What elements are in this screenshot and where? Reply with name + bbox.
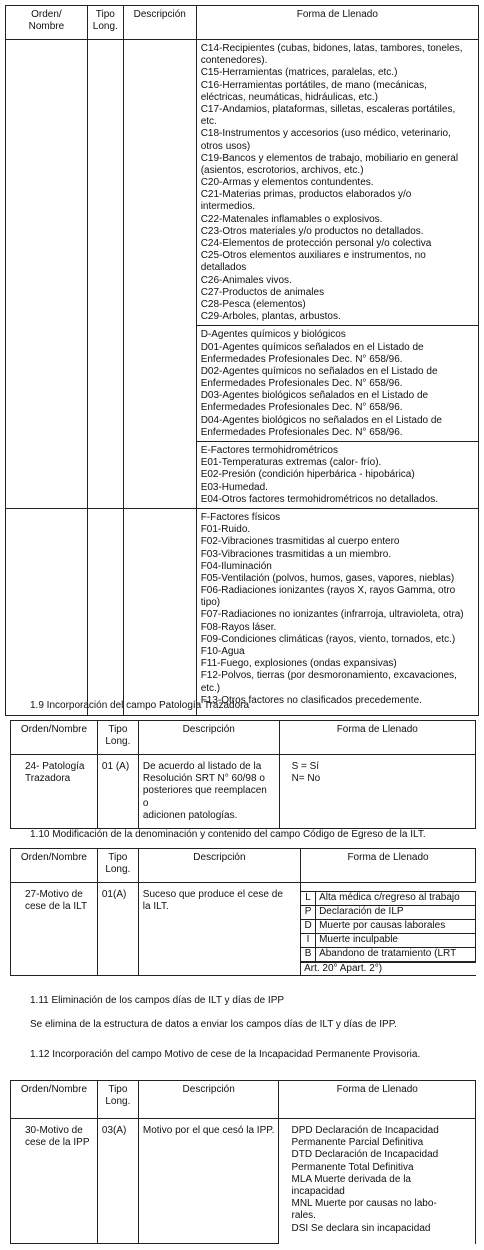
table-header-row	[11, 721, 476, 755]
code-line: C22-Matenales inflamables o explosivos.	[200, 213, 383, 225]
section-title-1-11: 1.11 Eliminación de los campos días de ILT y días de IPP	[30, 995, 285, 1006]
code-line: C17-Andamios, plataformas, silletas, escaleras portátiles,	[200, 103, 456, 115]
code-value: Abandono de tratamiento (LRT	[316, 948, 475, 962]
motivo-ipp-table	[10, 1080, 476, 1244]
col-tipo-long: Tipo Long.	[97, 1081, 138, 1119]
col-forma-llenado: Forma de Llenado	[279, 1081, 476, 1119]
field-description: De acuerdo al listado de la Resolución SRT N° 60/98 o posteriores que reemplacen o adicionen patologías.	[138, 755, 279, 829]
code-line: Enfermedades Profesionales Dec. N° 658/96.	[200, 378, 403, 390]
code-line: eléctricas, neumáticas, hidráulicas, etc.)	[200, 91, 378, 103]
code-line: C15-Herramientas (matrices, paralelas, etc.)	[200, 67, 398, 79]
field-description: Suceso que produce el cese de la ILT.	[138, 883, 300, 976]
code-line: D01-Agentes químicos señalados en el Listado de	[200, 341, 424, 353]
code-line: E02-Presión (condición hiperbárica - hipobárica)	[200, 469, 415, 481]
code-line: C19-Bancos y elementos de trabajo, mobiliario en general	[200, 152, 459, 164]
code-line: C18-Instrumentos y accesorios (uso médico, veterinario,	[200, 128, 451, 140]
col-descripcion: Descripción	[123, 6, 196, 40]
field-type: 03(A)	[97, 1119, 138, 1244]
field-fill: S = Sí N= No	[279, 755, 475, 829]
code-line: F07-Radiaciones no ionizantes (infrarroja, ultravioleta, otra)	[200, 609, 464, 621]
code-line: F04-Iluminación	[200, 560, 272, 572]
code-line: F01-Ruido.	[200, 524, 251, 536]
table-header-row	[11, 1081, 476, 1119]
code-line: Enfermedades Profesionales Dec. N° 658/96.	[200, 402, 403, 414]
code-line: etc.	[200, 116, 217, 128]
code-line: otros usos)	[200, 140, 251, 152]
code-line: detallados	[200, 262, 247, 274]
empty-cell	[87, 40, 123, 509]
code-line: C25-Otros elementos auxiliares e instrumentos, no	[200, 250, 426, 262]
code-line: C29-Arboles, plantas, arbustos.	[200, 311, 341, 323]
agents-table	[5, 5, 479, 716]
code-line: C24-Elementos de protección personal y/o colectiva	[200, 238, 432, 249]
code-line: F02-Vibraciones trasmitidas al cuerpo entero	[200, 536, 400, 548]
group-f-codes	[196, 508, 478, 715]
egreso-codes-table	[301, 891, 475, 962]
code-line: E03-Humedad.	[200, 481, 268, 493]
field-name: 30-Motivo de cese de la IPP	[11, 1119, 98, 1244]
col-tipo-long: Tipo Long.	[87, 6, 123, 40]
table-row	[6, 40, 479, 326]
code-line: F09-Condiciones climáticas (rayos, viento, tornados, etc.)	[200, 633, 456, 645]
section-title-1-10: 1.10 Modificación de la denominación y contenido del campo Código de Egreso de la ILT.	[30, 829, 426, 840]
code-line: F-Factores físicos	[200, 511, 281, 523]
code-line: C27-Productos de animales	[200, 286, 325, 298]
code-value: Muerte por causas laborales	[316, 920, 475, 934]
field-name: 24- Patología Trazadora	[11, 755, 98, 829]
code-line: Enfermedades Profesionales Dec. N° 658/96.	[200, 426, 403, 438]
group-d-codes	[196, 326, 478, 442]
field-fill: DPD Declaración de Incapacidad Permanente Parcial Definitiva DTD Declaración de Incapacidad Permanente Total Definitiva MLA Muerte derivada de la incapacidad MNL Muerte por causas no labo- rales. DSI Se declara sin incapacidad	[279, 1119, 476, 1244]
group-e-codes	[196, 442, 478, 509]
section-text-1-11: Se elimina de la estructura de datos a enviar los campos días de ILT y días de IPP.	[30, 1019, 397, 1030]
code-line: D03-Agentes biológicos señalados en el Listado de	[200, 390, 429, 402]
field-description: Motivo por el que cesó la IPP.	[138, 1119, 279, 1244]
field-name: 27-Motivo de cese de la ILT	[11, 883, 98, 976]
group-c-codes	[196, 40, 478, 326]
code-key: P	[301, 906, 316, 920]
code-line: C21-Materias primas, productos elaborados y/o	[200, 189, 412, 201]
code-line: C28-Pesca (elementos)	[200, 298, 306, 310]
col-tipo-long: Tipo Long.	[97, 721, 138, 755]
code-line: E04-Otros factores termohidrométricos no detallados.	[200, 493, 439, 505]
field-fill	[301, 883, 476, 976]
col-descripcion: Descripción	[138, 721, 279, 755]
code-key: L	[301, 892, 316, 906]
col-forma-llenado: Forma de Llenado	[279, 721, 475, 755]
code-line: intermedios.	[200, 201, 256, 213]
code-line: C26-Animales vivos.	[200, 274, 292, 286]
code-value: Muerte inculpable	[316, 934, 475, 948]
field-type: 01(A)	[97, 883, 138, 976]
code-line: D-Agentes químicos y biológicos	[200, 329, 346, 341]
code-row	[301, 948, 475, 962]
code-line: F06-Radiaciones ionizantes (rayos X, rayos Gamma, otro	[200, 585, 456, 597]
code-row	[301, 892, 475, 906]
table-header-row	[6, 6, 479, 40]
code-line: etc.)	[200, 682, 221, 694]
code-line: F10-Agua	[200, 646, 245, 657]
table-row	[11, 883, 476, 976]
code-continuation: Art. 20° Apart. 2°)	[301, 962, 475, 975]
col-orden-nombre: Orden/ Nombre	[6, 6, 88, 40]
empty-cell	[6, 508, 88, 715]
code-line: F03-Vibraciones trasmitidas a un miembro.	[200, 548, 392, 560]
code-line: C14-Recipientes (cubas, bidones, latas, tambores, toneles,	[200, 43, 463, 54]
col-descripcion: Descripción	[138, 1081, 279, 1119]
motivo-ilt-table	[10, 848, 476, 976]
code-value: Declaración de ILP	[316, 906, 475, 920]
table-row	[6, 508, 479, 715]
field-type: 01 (A)	[97, 755, 138, 829]
code-line: E-Factores termohidrométricos	[200, 445, 338, 456]
code-line: C16-Herramientas portátiles, de mano (mecánicas,	[200, 79, 427, 91]
code-line: (asientos, escrotorios, archivos, etc.)	[200, 164, 364, 176]
code-line: E01-Temperaturas extremas (calor- frío).	[200, 457, 382, 469]
col-descripcion: Descripción	[138, 849, 300, 883]
code-line: Enfermedades Profesionales Dec. N° 658/96.	[200, 353, 403, 365]
section-title-1-12: 1.12 Incorporación del campo Motivo de cese de la Incapacidad Permanente Provisoria.	[30, 1049, 421, 1060]
empty-cell	[87, 508, 123, 715]
code-key: D	[301, 920, 316, 934]
col-forma-llenado: Forma de Llenado	[301, 849, 476, 883]
code-line: D02-Agentes químicos no señalados en el Listado de	[200, 365, 438, 377]
empty-cell	[123, 40, 196, 509]
code-value: Alta médica c/regreso al trabajo	[316, 892, 475, 906]
code-key: I	[301, 934, 316, 948]
code-row	[301, 920, 475, 934]
col-orden-nombre: Orden/Nombre	[11, 1081, 98, 1119]
code-line: F08-Rayos láser.	[200, 621, 277, 633]
col-orden-nombre: Orden/Nombre	[11, 721, 98, 755]
code-line: contenedores).	[200, 55, 268, 67]
table-header-row	[11, 849, 476, 883]
code-line: F11-Fuego, explosiones (ondas expansivas)	[200, 658, 397, 670]
col-forma-llenado: Forma de Llenado	[196, 6, 478, 40]
col-tipo-long: Tipo Long.	[97, 849, 138, 883]
code-line: tipo)	[200, 597, 221, 609]
code-line: F12-Polvos, tierras (por desmoronamiento, excavaciones,	[200, 670, 457, 682]
code-line: F05-Ventilación (polvos, humos, gases, vapores, nieblas)	[200, 572, 455, 584]
code-key: B	[301, 948, 316, 962]
patologia-table	[10, 720, 476, 829]
code-row	[301, 906, 475, 920]
section-title-1-9: 1.9 Incorporación del campo Patología Trazadora	[30, 700, 250, 711]
table-row	[11, 755, 476, 829]
code-line: C23-Otros materiales y/o productos no detallados.	[200, 225, 424, 237]
code-row	[301, 934, 475, 948]
code-line: F13-Otros factores no clasificados precedemente.	[200, 694, 422, 706]
col-orden-nombre: Orden/Nombre	[11, 849, 98, 883]
empty-cell	[6, 40, 88, 509]
code-line: D04-Agentes biológicos no señalados en el Listado de	[200, 414, 442, 426]
table-row	[11, 1119, 476, 1244]
code-line: C20-Armas y elementos contundentes.	[200, 177, 374, 189]
empty-cell	[123, 508, 196, 715]
